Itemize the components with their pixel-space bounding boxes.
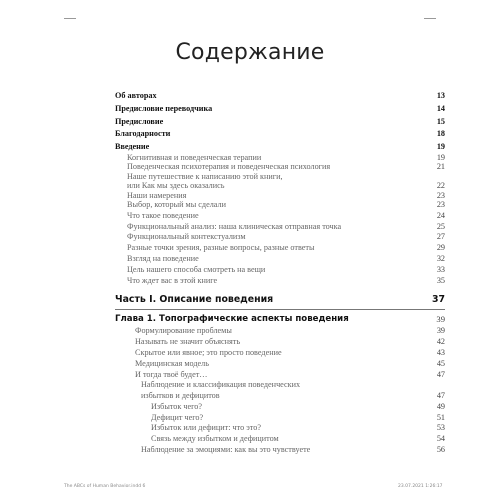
toc-entry-page: 51: [436, 412, 445, 422]
toc-entry-title: Выбор, который мы сделали: [127, 199, 226, 209]
toc-entry-title: Избыток или дефицит: что это?: [151, 423, 261, 433]
toc-entry-title: Предисловие переводчика: [115, 103, 213, 113]
toc-entry[interactable]: [115, 181, 445, 190]
toc-entry-page: 14: [436, 103, 445, 113]
toc-entry-page: 24: [436, 210, 445, 220]
toc-entry[interactable]: [115, 200, 445, 211]
toc-entry-page: 53: [436, 423, 445, 433]
toc-entry-page: 33: [436, 264, 445, 274]
toc-entry-page: 39: [436, 326, 445, 336]
toc-entry[interactable]: [115, 326, 445, 337]
toc-entry-page: 54: [436, 434, 445, 444]
toc-entry-title: Когнитивная и поведенческая терапии: [127, 152, 262, 162]
crop-mark-right: [424, 18, 436, 19]
toc-entry-title: И тогда твоё будет…: [135, 369, 208, 379]
toc-entry[interactable]: [115, 222, 445, 233]
toc-entry[interactable]: [115, 117, 445, 128]
toc-entry-page: 19: [436, 152, 445, 162]
toc-entry-title: или Как мы здесь оказались: [127, 181, 225, 191]
toc-entry[interactable]: [115, 129, 445, 140]
toc-entry-title: Наблюдение и классификация поведенческих: [141, 380, 301, 390]
toc-entry-page: 56: [436, 445, 445, 455]
toc-entry[interactable]: [115, 232, 445, 243]
toc-entry-title: Разные точки зрения, разные вопросы, разные ответы: [127, 243, 315, 253]
toc-entry-page: 23: [436, 190, 445, 200]
toc-entry-page: 43: [436, 347, 445, 357]
toc-entry-page: 45: [436, 358, 445, 368]
toc-entry[interactable]: [115, 276, 445, 287]
toc-entry-title: Функциональный анализ: наша клиническая отправная точка: [127, 221, 342, 231]
toc-entry-title: Цель нашего способа смотреть на вещи: [127, 264, 266, 274]
toc-front-matter: [115, 91, 445, 286]
toc-entry[interactable]: [115, 162, 445, 171]
toc-part-heading[interactable]: [115, 292, 445, 307]
toc-entry[interactable]: [115, 434, 445, 445]
toc-part-title: Часть I. Описание поведения: [115, 294, 274, 306]
toc-entry-title: Формулирование проблемы: [135, 326, 232, 336]
print-footer-timestamp: 23.07.2021 1:26:17: [398, 484, 443, 489]
toc-entry-page: 21: [436, 162, 445, 172]
toc-entry-page: 35: [436, 275, 445, 285]
toc-entry-page: 42: [436, 337, 445, 347]
toc-entry-title: Что такое поведение: [127, 210, 199, 220]
print-footer-filename: The ABCs of Human Behavior.indd 6: [64, 484, 146, 489]
toc-entry-page: 29: [436, 243, 445, 253]
toc-entry[interactable]: [115, 402, 445, 413]
toc-entry[interactable]: [115, 104, 445, 115]
toc-entry[interactable]: [115, 243, 445, 254]
toc-entry-title: Скрытое или явное; это просто поведение: [135, 347, 282, 357]
toc-chapter-items: [115, 326, 445, 456]
page-title: Содержание: [175, 40, 325, 65]
toc-entry-page: 22: [436, 181, 445, 191]
toc-entry-page: 13: [436, 91, 445, 100]
toc-entry-page: 49: [436, 401, 445, 411]
toc-entry[interactable]: [115, 413, 445, 424]
toc-entry-page: 47: [436, 369, 445, 379]
toc-part-page: 37: [431, 294, 445, 306]
toc-entry-title: Наше путешествие к написанию этой книги,: [127, 171, 283, 181]
part-divider: [115, 309, 445, 310]
toc-entry-title: Взгляд на поведение: [127, 253, 199, 263]
toc-entry[interactable]: [115, 211, 445, 222]
toc-entry[interactable]: [115, 153, 445, 162]
toc-chapter-title: Глава 1. Топографические аспекты поведения: [115, 314, 349, 325]
crop-mark-left: [64, 18, 76, 19]
toc-entry-title: Связь между избытком и дефицитом: [151, 434, 279, 444]
toc-entry[interactable]: [115, 348, 445, 359]
toc-entry[interactable]: [115, 191, 445, 200]
toc-entry-title: Называть не значит объяснять: [135, 337, 241, 347]
toc-entry[interactable]: [115, 265, 445, 276]
toc-entry[interactable]: [115, 254, 445, 265]
toc-entry-title: Медицинская модель: [135, 358, 209, 368]
toc-entry[interactable]: [115, 142, 445, 153]
toc-entry[interactable]: [115, 337, 445, 348]
toc-entry-page: 32: [436, 253, 445, 263]
toc-entry-title: Избыток чего?: [151, 401, 203, 411]
toc-entry-title: Что ждет вас в этой книге: [127, 275, 218, 285]
toc-entry-page: 25: [436, 221, 445, 231]
toc-entry-title: Наблюдение за эмоциями: как вы это чувствуете: [141, 445, 311, 455]
toc-entry-title: Дефицит чего?: [151, 412, 204, 422]
toc-entry-page: 18: [436, 129, 445, 139]
toc-entry[interactable]: [115, 423, 445, 434]
toc-entry-page: 23: [436, 199, 445, 209]
toc-entry-title: Функциональный контекстуализм: [127, 232, 246, 242]
toc-entry[interactable]: [115, 445, 445, 456]
toc-chapter-page: 39: [436, 314, 445, 325]
toc-entry[interactable]: [115, 370, 445, 381]
toc-entry[interactable]: [115, 172, 445, 181]
toc-entry-title: Поведенческая психотерапия и поведенческая психология: [127, 162, 331, 172]
toc-entry[interactable]: [115, 359, 445, 370]
toc-entry[interactable]: [115, 91, 445, 102]
toc-entry-page: 47: [436, 391, 445, 401]
table-of-contents: [115, 91, 445, 456]
toc-chapter-heading[interactable]: [115, 313, 445, 326]
toc-entry-page: 15: [436, 116, 445, 126]
toc-entry-title: Благодарности: [115, 129, 171, 139]
toc-entry-title: Об авторах: [115, 91, 157, 100]
toc-entry[interactable]: [115, 391, 445, 402]
toc-entry-page: 19: [436, 142, 445, 152]
toc-entry-title: Введение: [115, 142, 150, 152]
toc-entry[interactable]: [115, 380, 445, 391]
toc-entry-title: избытков и дефицитов: [141, 391, 220, 401]
toc-entry-page: 27: [436, 232, 445, 242]
toc-entry-title: Наши намерения: [127, 190, 187, 200]
toc-entry-title: Предисловие: [115, 116, 164, 126]
